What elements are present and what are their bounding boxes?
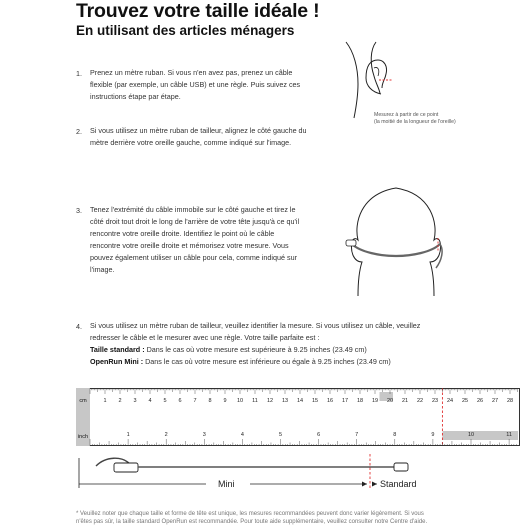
face-outline — [346, 42, 358, 118]
cm-tick-label: 15 — [311, 398, 319, 404]
head-outline — [371, 42, 380, 94]
page-title: Trouvez votre taille idéale ! — [76, 0, 320, 22]
step-3-line: côté droit tout droit le long de l'arrière de votre tête jusqu'à ce qu'il — [90, 217, 300, 226]
cm-tick-label: 9 — [223, 398, 227, 404]
cm-tick-label: 14 — [296, 398, 304, 404]
cm-tick-label: 28 — [506, 398, 514, 404]
footer-line: * Veuillez noter que chaque taille et forme de tête est unique, les mesures recommandées peuvent donc varier légèrement. Si vous — [76, 511, 424, 517]
cm-tick-label: 22 — [416, 398, 424, 404]
cm-tick-label: 16 — [326, 398, 334, 404]
inch-tick-label: 6 — [317, 432, 321, 438]
cable-connector — [394, 463, 408, 471]
step-4-line: Si vous utilisez un mètre ruban de tailleur, veuillez identifier la mesure. Si vous utilisez un câble, veuillez — [90, 321, 421, 330]
cm-tick-label: 11 — [252, 398, 258, 404]
standard-size-text: Dans le cas où votre mesure est supérieure à 9.25 inches (23.49 cm) — [144, 345, 367, 354]
step-1-line: flexible (par exemple, un câble USB) et une règle. Puis suivez ces — [90, 80, 301, 89]
ruler — [76, 388, 520, 446]
cm-tick-label: 17 — [341, 398, 349, 404]
page-subtitle: En utilisant des articles ménagers — [76, 23, 295, 38]
step-3-line: Tenez l'extrémité du câble immobile sur le côté gauche et tirez le — [90, 205, 296, 214]
ear-note — [374, 112, 456, 126]
cm-tick-label: 12 — [266, 398, 274, 404]
ear-inner — [374, 67, 379, 76]
ear-outline — [366, 60, 387, 94]
step-2-number: 2. — [76, 127, 82, 136]
cm-tick-label: 24 — [446, 398, 454, 404]
usb-plug — [114, 463, 138, 472]
standard-size-label: Taille standard : — [90, 345, 145, 354]
step-4-text — [90, 320, 522, 368]
ear-illustration — [340, 38, 450, 120]
cm-tick-label: 27 — [491, 398, 499, 404]
ear-note-line: Mesurez à partir de ce point — [374, 112, 439, 118]
inch-tick-label: 4 — [240, 432, 244, 438]
inch-tick-label: 11 — [506, 432, 512, 438]
step-3-line: rencontre votre oreille droite. Identifiez le point où le câble — [90, 229, 275, 238]
cm-tick-label: 7 — [193, 398, 197, 404]
cm-tick-label: 26 — [476, 398, 484, 404]
step-1-text — [90, 67, 350, 103]
mini-size-label: OpenRun Mini : — [90, 357, 144, 366]
cm-tick-label: 25 — [461, 398, 469, 404]
cm-tick-label: 18 — [356, 398, 364, 404]
step-4-number: 4. — [76, 322, 82, 331]
inch-tick-label: 7 — [355, 432, 359, 438]
step-2-text — [90, 125, 350, 149]
head-outline — [351, 188, 440, 296]
mini-legend-label: Mini — [218, 479, 235, 489]
ear-note-line: (la moitié de la longueur de l'oreille) — [374, 119, 456, 125]
inch-tick-label: 1 — [126, 432, 130, 438]
step-3-number: 3. — [76, 206, 82, 215]
cable-left-end — [346, 240, 356, 246]
cm-tick-label: 10 — [236, 398, 244, 404]
cm-tick-label: 19 — [371, 398, 379, 404]
footer-note — [76, 510, 522, 526]
cm-unit-label: cm — [79, 398, 87, 404]
inch-unit-label: inch — [77, 434, 89, 440]
cm-tick-label: 3 — [133, 398, 137, 404]
mini-size-line — [90, 356, 522, 368]
step-3-line: l'image. — [90, 265, 115, 274]
cm-tick-label: 6 — [178, 398, 182, 404]
step-1-line: Prenez un mètre ruban. Si vous n'en avez pas, prenez un câble — [90, 68, 293, 77]
step-2-line: mètre derrière votre oreille gauche, comme indiqué sur l'image. — [90, 138, 292, 147]
cm-tick-label: 21 — [401, 398, 409, 404]
cm-tick-label: 4 — [148, 398, 152, 404]
cm-tick-label: 23 — [431, 398, 439, 404]
cm-tick-label: 8 — [208, 398, 212, 404]
cable-around-head — [352, 244, 440, 256]
step-4-line: redresser le câble et le mesurer avec une règle. Votre taille parfaite est : — [90, 333, 320, 342]
inch-tick-label: 3 — [202, 432, 206, 438]
cm-tick-label: 20 — [386, 398, 394, 404]
step-3-text — [90, 204, 350, 276]
mini-arrow-head — [362, 482, 367, 487]
step-3-line: pouvez également utiliser un câble pour cela, comme indiqué sur — [90, 253, 297, 262]
inch-tick-label: 5 — [278, 432, 283, 438]
cm-tick-label: 5 — [163, 398, 167, 404]
mini-size-text: Dans le cas où votre mesure est inférieure ou égale à 9.25 inches (23.49 cm) — [143, 357, 391, 366]
inch-tick-label: 2 — [164, 432, 168, 438]
inch-tick-label: 10 — [467, 432, 475, 438]
cable-legend — [76, 450, 520, 500]
standard-size-line — [90, 344, 522, 356]
step-1-number: 1. — [76, 69, 82, 78]
inch-tick-label: 9 — [431, 432, 435, 438]
standard-arrow-head — [372, 482, 377, 487]
cm-tick-label: 1 — [103, 398, 107, 404]
step-2-line: Si vous utilisez un mètre ruban de tailleur, alignez le côté gauche du — [90, 126, 307, 135]
cm-tick-label: 2 — [118, 398, 122, 404]
step-1-line: instructions étape par étape. — [90, 92, 181, 101]
head-back-illustration — [336, 180, 456, 296]
cm-tick-label: 13 — [281, 398, 289, 404]
inch-tick-label: 8 — [393, 432, 397, 438]
footer-line: n'êtes pas sûr, la taille standard OpenRun est recommandée. Pour toute aide supplémentaire, veuillez consulter notre Centre d'aide. — [76, 519, 428, 525]
standard-legend-label: Standard — [380, 479, 417, 489]
step-3-line: rencontre votre oreille droite et mémorisez votre mesure. Vous — [90, 241, 289, 250]
